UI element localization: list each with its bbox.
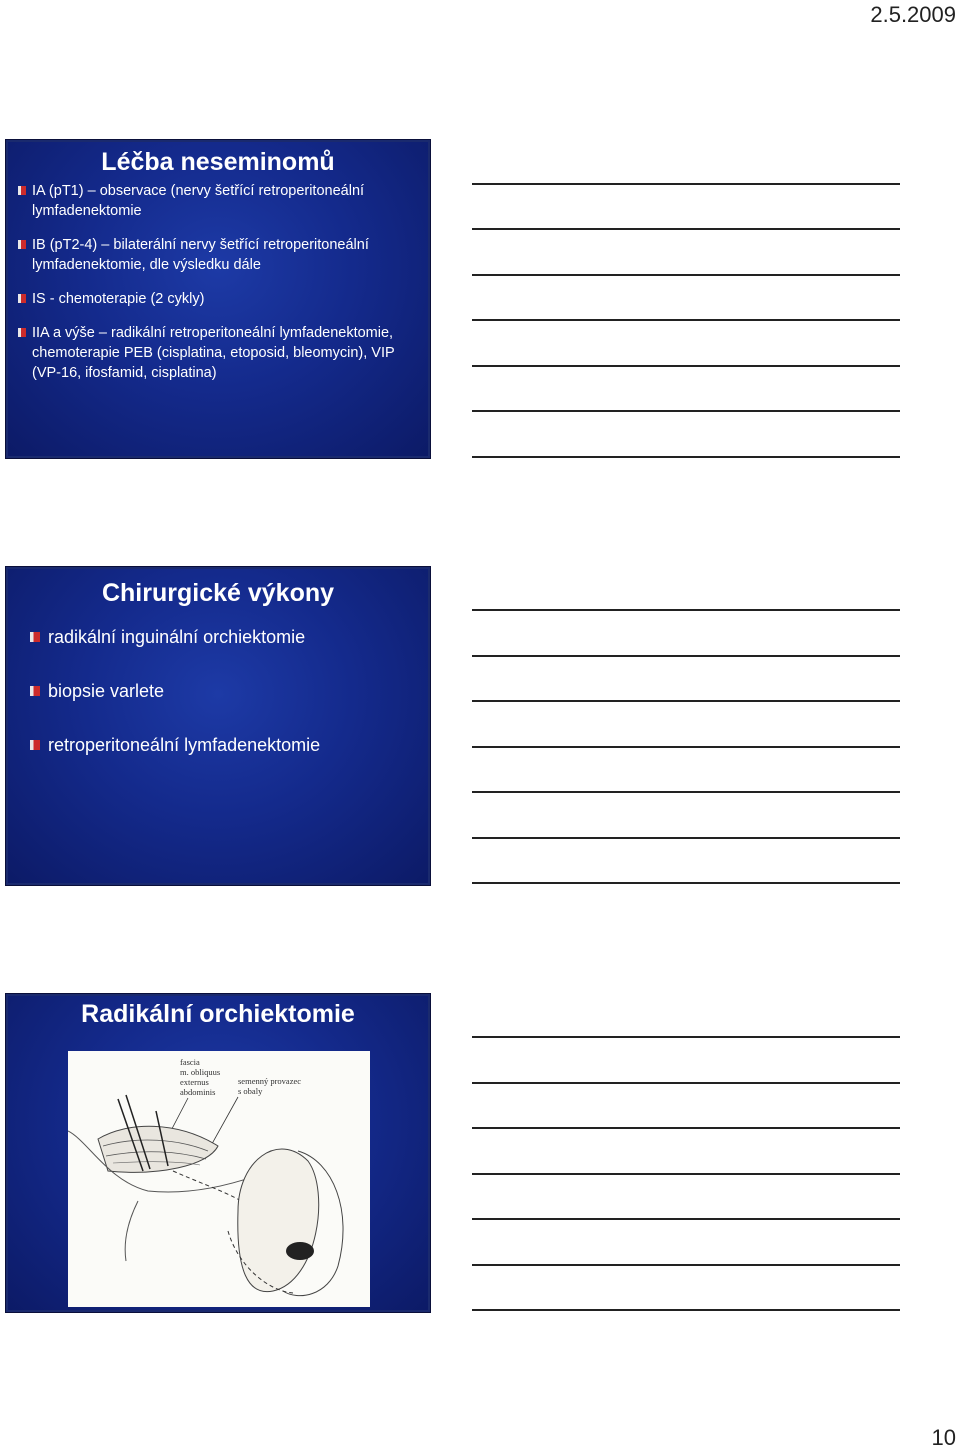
bullet-icon: [30, 632, 40, 642]
bullet-icon: [18, 240, 26, 249]
note-line: [472, 837, 900, 839]
bullet-text: IB (pT2-4) – bilaterální nervy šetřící retroperitoneální lymfadenektomie, dle výsledku dále: [32, 237, 369, 273]
bullet-item: [30, 680, 430, 702]
orchiectomy-illustration: [68, 1051, 370, 1307]
note-line: [472, 183, 900, 185]
bullet-icon: [18, 294, 26, 303]
slide-lecba-neseminomu: [5, 139, 431, 459]
figure-label: abdominis: [180, 1087, 216, 1097]
note-line: [472, 655, 900, 657]
bullet-text: retroperitoneální lymfadenektomie: [48, 735, 321, 755]
note-line: [472, 1127, 900, 1129]
note-line: [472, 746, 900, 748]
note-line: [472, 700, 900, 702]
header-date: 2.5.2009: [870, 2, 956, 27]
bullet-text: IIA a výše – radikální retroperitoneální lymfadenektomie, chemoterapie PEB (cisplatina, etoposid, bleomycin), VIP (VP-16, ifosfamid, cisplatina): [32, 325, 395, 381]
bullet-list: [6, 626, 430, 756]
slide-title: Radikální orchiektomie: [81, 1000, 355, 1028]
bullet-item: [18, 289, 420, 309]
note-line: [472, 228, 900, 230]
note-line: [472, 791, 900, 793]
figure-label: semenný provazec: [238, 1076, 302, 1086]
bullet-text: IA (pT1) – observace (nervy šetřící retroperitoneální lymfadenektomie: [32, 183, 365, 219]
note-line: [472, 882, 900, 884]
note-line: [472, 365, 900, 367]
bullet-item: [18, 235, 420, 275]
bullet-item: [18, 181, 420, 221]
note-line: [472, 1082, 900, 1084]
note-line: [472, 456, 900, 458]
bullet-item: [18, 323, 420, 383]
note-line: [472, 1264, 900, 1266]
note-line: [472, 1218, 900, 1220]
figure-label: s obaly: [238, 1086, 263, 1096]
note-line: [472, 274, 900, 276]
note-line: [472, 319, 900, 321]
bullet-text: radikální inguinální orchiektomie: [48, 627, 306, 647]
bullet-text: IS - chemoterapie (2 cykly): [32, 291, 205, 307]
slide-title: Léčba neseminomů: [101, 148, 335, 176]
slide-chirurgicke-vykony: [5, 566, 431, 886]
note-line: [472, 1036, 900, 1038]
page-number: 10: [931, 1425, 956, 1450]
bullet-text: biopsie varlete: [48, 681, 165, 701]
bullet-icon: [18, 186, 26, 195]
bullet-item: [30, 734, 430, 756]
note-line: [472, 1173, 900, 1175]
bullet-icon: [30, 686, 40, 696]
note-line: [472, 410, 900, 412]
figure-label: externus: [180, 1077, 209, 1087]
slide-title: Chirurgické výkony: [101, 579, 335, 607]
bullet-icon: [18, 328, 26, 337]
slide-radikalni-orchiektomie: [5, 993, 431, 1313]
figure-label: m. obliquus: [180, 1067, 221, 1077]
figure-label: fascia: [180, 1057, 200, 1067]
bullet-icon: [30, 740, 40, 750]
note-line: [472, 1309, 900, 1311]
bullet-item: [30, 626, 430, 648]
note-line: [472, 609, 900, 611]
bullet-list: [6, 181, 430, 383]
